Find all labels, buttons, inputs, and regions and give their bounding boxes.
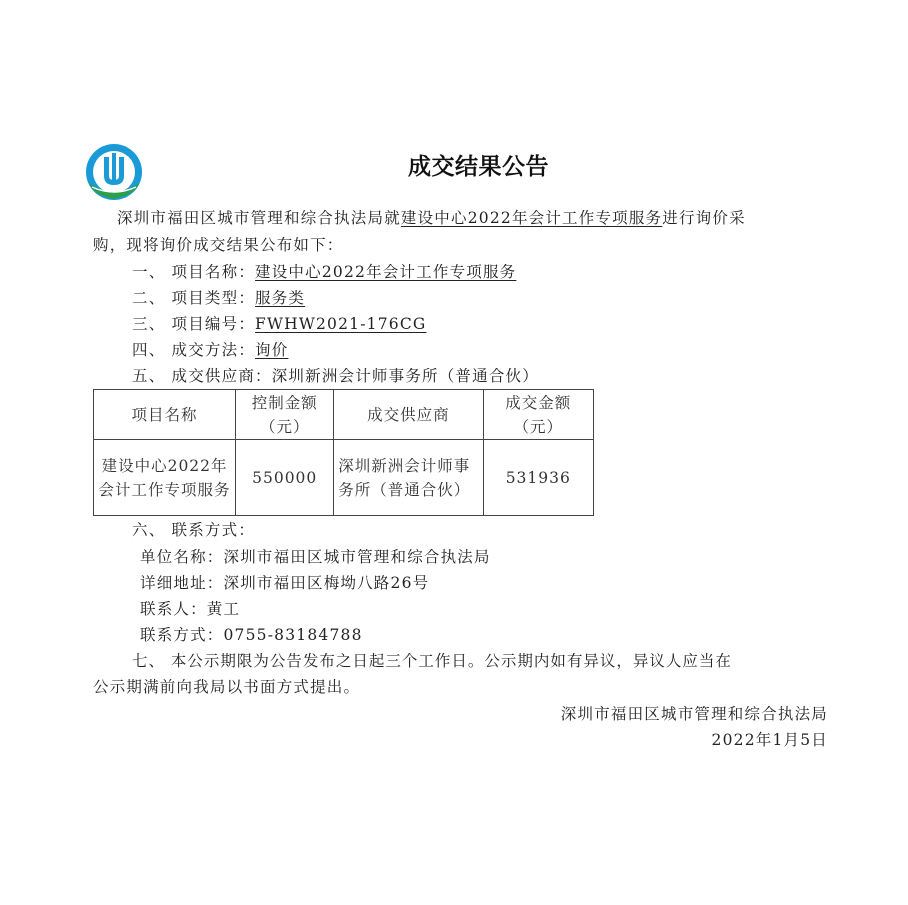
contact-unit: 单位名称：深圳市福田区城市管理和综合执法局 xyxy=(140,548,491,566)
cell-project-name: 建设中心2022年会计工作专项服务 xyxy=(94,440,236,516)
intro-tail: 进行询价采 xyxy=(662,209,746,227)
intro-project: 建设中心2022年会计工作专项服务 xyxy=(400,209,663,227)
item-project-type xyxy=(132,288,305,308)
item-label: 一、 项目名称： xyxy=(132,263,256,281)
intro-line-2: 购，现将询价成交结果公布如下： xyxy=(93,236,344,254)
page-title: 成交结果公告 xyxy=(408,154,549,180)
result-table xyxy=(93,389,594,516)
item-project-name xyxy=(132,262,516,282)
header-supplier: 成交供应商 xyxy=(334,390,483,440)
contact-address: 详细地址：深圳市福田区梅坳八路26号 xyxy=(140,574,430,592)
contact-person: 联系人：黄工 xyxy=(140,600,241,618)
item-value: 建设中心2022年会计工作专项服务 xyxy=(255,263,517,281)
item-value: 服务类 xyxy=(255,289,306,307)
signature-date: 2022年1月5日 xyxy=(711,731,828,749)
contact-heading: 六、 联系方式： xyxy=(132,521,256,539)
item-label: 三、 项目编号： xyxy=(132,315,256,333)
item-value: FWHW2021-176CG xyxy=(255,315,427,333)
notice-line-2: 公示期满前向我局以书面方式提出。 xyxy=(93,678,361,696)
table-header-row xyxy=(94,390,594,440)
item-label: 四、 成交方法： xyxy=(132,341,256,359)
cell-supplier: 深圳新洲会计师事务所（普通合伙） xyxy=(334,440,483,516)
signature-org: 深圳市福田区城市管理和综合执法局 xyxy=(560,705,828,723)
header-control-amount: 控制金额（元） xyxy=(236,390,334,440)
item-project-number xyxy=(132,314,426,334)
cell-control-amount: 550000 xyxy=(236,440,334,516)
item-deal-method xyxy=(132,340,288,360)
cell-deal-amount: 531936 xyxy=(483,440,593,516)
item-value: 询价 xyxy=(255,341,289,359)
item-value: 深圳新洲会计师事务所（普通合伙） xyxy=(271,367,539,385)
header-deal-amount: 成交金额（元） xyxy=(483,390,593,440)
contact-phone: 联系方式：0755-83184788 xyxy=(140,626,363,644)
item-label: 二、 项目类型： xyxy=(132,289,256,307)
intro-line-1 xyxy=(117,208,746,228)
notice-line-1: 七、 本公示期限为公告发布之日起三个工作日。公示期内如有异议，异议人应当在 xyxy=(132,652,732,670)
item-supplier xyxy=(132,366,539,386)
bureau-logo xyxy=(85,143,143,201)
table-row xyxy=(94,440,594,516)
intro-org: 深圳市福田区城市管理和综合执法局就 xyxy=(117,209,401,227)
header-project-name: 项目名称 xyxy=(94,390,236,440)
item-label: 五、 成交供应商： xyxy=(132,367,272,385)
